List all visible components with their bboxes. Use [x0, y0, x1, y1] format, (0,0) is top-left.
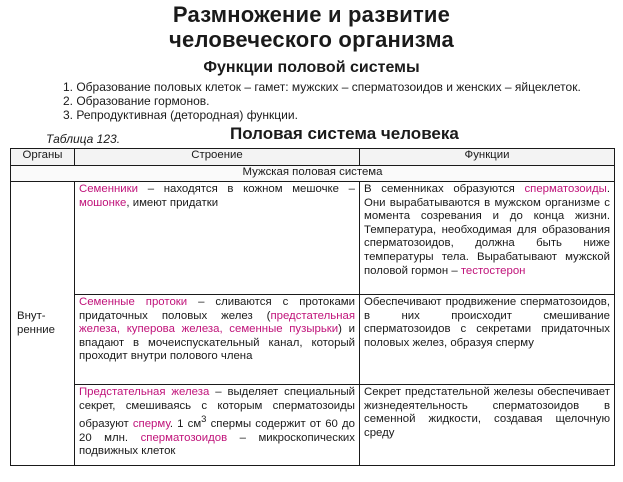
- function-cell: Секрет предстательной железы обеспечивает жизнедеятельность сперматозоидов в семенной жидкости, создавая щелочную среду: [360, 385, 615, 466]
- section-title: Мужская половая система: [11, 166, 615, 182]
- page-title-line-2: человеческого организма: [169, 27, 454, 52]
- term-highlight: предстательная железа, куперова железа, семенные пузырьки: [79, 309, 355, 336]
- term-highlight: сперматозоиды: [524, 183, 607, 195]
- term-highlight: Предстательная железа: [79, 386, 210, 398]
- page-title-line-1: Размножение и развитие: [172, 2, 451, 27]
- function-cell: В семенниках образуются сперматозоиды. Они вырабатываются в мужском организме с момента созревания и до конца жизни. Температура, необходимая для образования сперматозоидов, должна быть ниже температуры тела. Вырабатывают мужской половой гормон – тестостерон: [360, 182, 615, 295]
- table-row: [11, 182, 615, 295]
- section-row: [11, 166, 615, 182]
- header-organs: Органы: [11, 149, 75, 166]
- table-row: [11, 385, 615, 466]
- function-cell: Обеспечивают продвижение сперматозоидов, в них происходит смешивание сперматозоидов с секретами придаточных половых желез, образуя сперму: [360, 295, 615, 385]
- section-subtitle: Функции половой системы: [203, 59, 420, 76]
- list-item: 2. Образование гормонов.: [63, 94, 210, 108]
- structure-cell: Предстательная железа – выделяет специальный секрет, смешиваясь с которым сперматозоиды образуют сперму. 1 $см^3$ спермы содержит от 60 до 20 млн. сперматозоидов – микроскопических подвижных клеток: [75, 385, 360, 466]
- term-highlight: Семенники: [79, 183, 139, 195]
- header-functions: Функции: [360, 149, 615, 166]
- term-highlight: мошонке: [79, 196, 127, 209]
- table-title: Половая система человека: [230, 124, 459, 143]
- reproductive-system-table: [10, 148, 615, 466]
- term-highlight: сперматозоидов: [140, 431, 228, 444]
- functions-list: [63, 80, 618, 122]
- organ-group-cell: [11, 182, 75, 466]
- list-item: 3. Репродуктивная (детородная) функции.: [63, 108, 298, 122]
- table-caption: Таблица 123.: [46, 132, 121, 146]
- term-highlight: тестостерон: [460, 264, 526, 277]
- list-item: 1. Образование половых клеток – гамет: мужских – сперматозоидов и женских – яйцеклеток.: [63, 80, 581, 94]
- organ-group-line: Внут-: [17, 309, 46, 322]
- organ-group-line: ренние: [17, 323, 55, 336]
- structure-cell: Семенные протоки – сливаются с протоками придаточных половых желез (предстательная железа, куперова железа, семенные пузырьки) и впадают в мочеиспускательный канал, который проходит внутри полового члена: [75, 295, 360, 385]
- table-header-row: [11, 149, 615, 166]
- term-highlight: сперму: [132, 417, 170, 430]
- term-highlight: Семенные протоки: [79, 296, 188, 308]
- header-structure: Строение: [75, 149, 360, 166]
- structure-cell: Семенники – находятся в кожном мешочке – мошонке, имеют придатки: [75, 182, 360, 295]
- table-row: [11, 295, 615, 385]
